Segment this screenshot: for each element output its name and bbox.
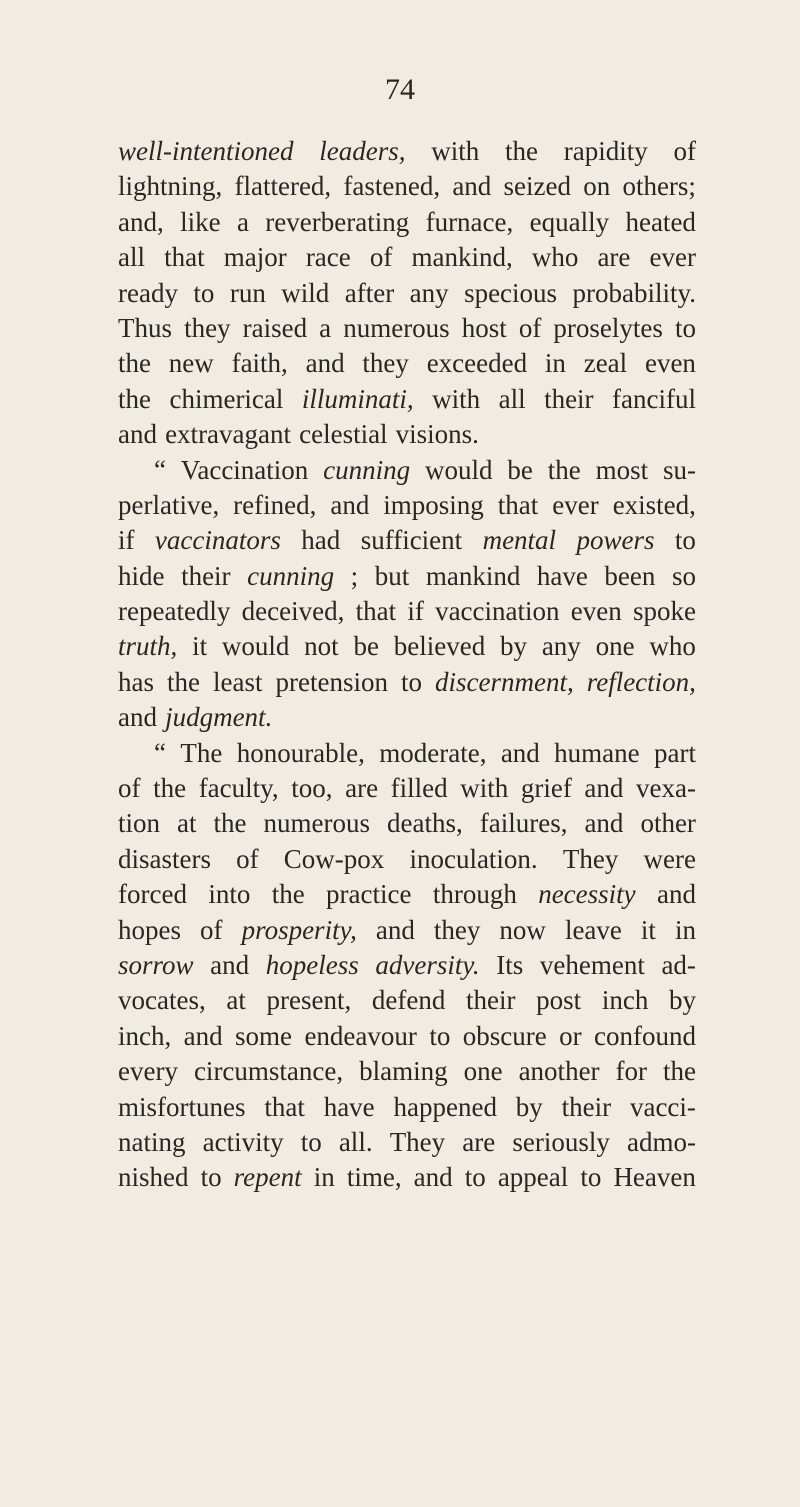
word: to — [674, 312, 696, 343]
word: race — [305, 242, 351, 273]
word: the — [213, 808, 247, 839]
word: furnace, — [425, 206, 514, 237]
word: appeal — [497, 1162, 569, 1193]
word: another — [518, 1056, 600, 1087]
text-line — [118, 877, 696, 912]
word: and — [330, 489, 370, 520]
word: every — [118, 1056, 178, 1087]
word: of — [369, 242, 393, 273]
word: exceeded — [426, 348, 528, 379]
word: to — [429, 1020, 451, 1051]
word: vaccination — [435, 596, 560, 627]
word: who — [649, 631, 696, 662]
word: activity — [202, 1126, 284, 1157]
word: prosperity, — [241, 914, 357, 945]
word: truth, — [118, 631, 178, 662]
word: equally — [529, 206, 610, 237]
word: any — [409, 277, 449, 308]
word: all — [498, 383, 526, 414]
word: the — [504, 136, 538, 166]
word: and — [452, 171, 492, 202]
word: time, — [346, 1162, 402, 1193]
word: are — [345, 773, 379, 804]
word: on — [583, 171, 611, 202]
word: the — [153, 773, 187, 804]
word: has — [118, 666, 154, 697]
word: well-intentioned — [118, 136, 294, 166]
word: be — [353, 631, 379, 662]
word: post — [536, 985, 582, 1016]
word: They — [562, 843, 619, 874]
word: vocates, — [118, 985, 206, 1016]
word: their — [181, 560, 231, 591]
word: the — [663, 1056, 696, 1087]
text-line — [118, 948, 696, 983]
word: with — [460, 773, 509, 804]
word: zeal — [583, 348, 628, 379]
word: for — [615, 1056, 648, 1087]
word: other — [640, 808, 696, 839]
word: they — [433, 914, 481, 945]
text-line — [118, 700, 696, 735]
word: raised — [242, 312, 308, 343]
word: vaccinators — [154, 525, 281, 556]
word: or — [559, 1020, 582, 1051]
word: even — [644, 348, 696, 379]
word: sorrow — [118, 949, 194, 980]
word: a — [319, 312, 332, 343]
word: imposing — [383, 489, 484, 520]
word: nished — [118, 1162, 189, 1193]
word: they — [362, 348, 409, 379]
word: necessity — [538, 879, 636, 910]
word: not — [304, 631, 339, 662]
word: celestial — [299, 419, 388, 450]
word: circumstance, — [193, 1056, 344, 1087]
word: perlative, — [118, 489, 220, 520]
text-line — [118, 913, 696, 948]
word: of — [673, 136, 696, 166]
word: all. — [338, 1126, 373, 1157]
word: a — [236, 206, 249, 237]
word: inch, — [118, 1020, 172, 1051]
text-line — [118, 169, 696, 204]
word: Thus — [118, 312, 172, 343]
word: “ — [154, 737, 166, 768]
word: they — [184, 312, 231, 343]
word: others; — [622, 171, 696, 202]
text-line — [118, 205, 696, 240]
word: host — [461, 312, 507, 343]
text-line — [118, 806, 696, 841]
word: sufficient — [360, 525, 463, 556]
word: were — [643, 843, 696, 874]
word: fanciful — [612, 383, 696, 414]
word: tion — [118, 808, 161, 839]
word: moderate, — [379, 737, 487, 768]
word: nating — [118, 1126, 186, 1157]
word: to — [400, 666, 422, 697]
word: major — [223, 242, 287, 273]
text-line — [118, 1054, 696, 1089]
text-line — [118, 1160, 696, 1195]
word: in — [674, 914, 696, 945]
text-line — [118, 594, 696, 629]
word: it — [640, 914, 656, 945]
word: visions. — [395, 419, 479, 450]
word: least — [213, 666, 263, 697]
word: blaming — [359, 1056, 448, 1087]
text-line — [118, 276, 696, 311]
word: to — [200, 1162, 222, 1193]
body-text — [118, 134, 696, 1196]
text-line — [118, 453, 696, 488]
word: the — [118, 348, 151, 379]
word: cunning — [247, 560, 335, 591]
word: and — [305, 348, 345, 379]
word: of — [236, 843, 259, 874]
word: one — [595, 631, 635, 662]
word: most — [595, 454, 649, 485]
text-line — [118, 771, 696, 806]
word: specious — [464, 277, 558, 308]
word: some — [235, 1020, 293, 1051]
word: “ — [154, 454, 166, 485]
word: are — [462, 1126, 496, 1157]
word: flattered, — [234, 171, 332, 202]
word: spoke — [632, 596, 696, 627]
word: their — [466, 985, 516, 1016]
word: even — [570, 596, 622, 627]
word: with — [431, 136, 480, 166]
word: it — [192, 631, 208, 662]
word: faith, — [231, 348, 288, 379]
word: would — [221, 631, 290, 662]
word: now — [499, 914, 546, 945]
word: fastened, — [343, 171, 441, 202]
page-number: 74 — [385, 73, 415, 106]
word: by — [515, 1091, 543, 1122]
word: have — [323, 1091, 375, 1122]
word: extravagant — [165, 419, 292, 450]
word: obscure — [462, 1020, 547, 1051]
word: vacci- — [629, 1091, 696, 1122]
word: heated — [625, 206, 696, 237]
word: leave — [564, 914, 622, 945]
word: to — [193, 277, 215, 308]
word: had — [301, 525, 341, 556]
word: their — [561, 1091, 612, 1122]
word: if — [407, 596, 424, 627]
word: to — [300, 1126, 322, 1157]
word: been — [604, 560, 656, 591]
text-line — [118, 311, 696, 346]
word: forced — [118, 879, 187, 910]
word: hopes — [118, 914, 181, 945]
word: admo- — [626, 1126, 696, 1157]
word: rapidity — [563, 136, 648, 166]
word: deaths, — [387, 808, 463, 839]
word: pretension — [275, 666, 388, 697]
word: and — [210, 949, 250, 980]
word: through — [432, 879, 517, 910]
text-line — [118, 736, 696, 771]
word: all — [118, 242, 145, 273]
word: seriously — [512, 1126, 610, 1157]
word: the — [118, 383, 151, 414]
word: They — [389, 1126, 446, 1157]
word: Its — [496, 949, 524, 980]
word: reflection, — [586, 666, 696, 697]
text-line — [118, 1019, 696, 1054]
word: misfortunes — [118, 1091, 246, 1122]
word: that — [355, 596, 397, 627]
word: any — [541, 631, 581, 662]
word: and — [118, 419, 157, 450]
word: of — [518, 312, 542, 343]
word: with — [432, 383, 481, 414]
word: ; — [350, 560, 359, 591]
word: Vaccination — [180, 454, 309, 485]
word: ad- — [661, 949, 696, 980]
word: if — [118, 525, 135, 556]
word: powers — [576, 525, 655, 556]
text-line — [118, 488, 696, 523]
word: hide — [118, 560, 165, 591]
word: to — [464, 1162, 486, 1193]
word: refined, — [233, 489, 317, 520]
word: hopeless — [265, 949, 359, 980]
word: discernment, — [434, 666, 574, 697]
word: at — [177, 808, 197, 839]
word: and — [657, 879, 696, 910]
text-line — [118, 1090, 696, 1125]
word: mankind — [425, 560, 521, 591]
word: inoculation. — [409, 843, 538, 874]
word: to — [580, 1162, 602, 1193]
word: repent — [233, 1162, 302, 1193]
word: are — [597, 242, 631, 273]
word: run — [229, 277, 266, 308]
word: ever — [649, 242, 696, 273]
word: reverberating — [265, 206, 410, 237]
word: inch — [601, 985, 649, 1016]
word: so — [671, 560, 696, 591]
word: and — [500, 737, 540, 768]
word: the — [167, 666, 200, 697]
word: vexa- — [636, 773, 696, 804]
word: and — [183, 1020, 223, 1051]
text-line — [118, 1125, 696, 1160]
word: the — [271, 879, 305, 910]
word: new — [168, 348, 214, 379]
text-line — [118, 559, 696, 594]
text-line — [118, 629, 696, 664]
word: one — [463, 1056, 503, 1087]
word: and — [584, 773, 624, 804]
word: part — [654, 737, 696, 768]
word: chimerical — [169, 383, 284, 414]
word: The — [180, 737, 223, 768]
word: cunning — [323, 454, 411, 485]
word: practice — [326, 879, 412, 910]
word: ever — [552, 489, 599, 520]
text-line — [118, 240, 696, 275]
word: would — [425, 454, 493, 485]
word: and, — [118, 206, 164, 237]
text-line — [118, 842, 696, 877]
word: disasters — [118, 843, 211, 874]
text-line — [118, 983, 696, 1018]
word: wild — [281, 277, 330, 308]
word: Cow-pox — [283, 843, 385, 874]
word: endeavour — [304, 1020, 417, 1051]
word: that — [264, 1091, 305, 1122]
word: vehement — [539, 949, 645, 980]
word: mental — [482, 525, 557, 556]
word: grief — [520, 773, 572, 804]
word: illuminati, — [301, 383, 414, 414]
word: of — [118, 773, 141, 804]
word: leaders, — [319, 136, 406, 166]
word: and — [413, 1162, 453, 1193]
word: failures, — [479, 808, 568, 839]
word: like — [180, 206, 221, 237]
word: filled — [390, 773, 448, 804]
word: their — [544, 383, 594, 414]
word: to — [674, 525, 696, 556]
word: of — [200, 914, 223, 945]
word: repeatedly — [118, 596, 231, 627]
word: the — [547, 454, 581, 485]
word: by — [669, 985, 696, 1016]
word: seized — [503, 171, 571, 202]
word: by — [500, 631, 528, 662]
word: deceived, — [241, 596, 345, 627]
word: lightning, — [118, 171, 223, 202]
text-line — [118, 134, 696, 169]
word: who — [531, 242, 579, 273]
word: that — [497, 489, 539, 520]
word: honourable, — [236, 737, 365, 768]
word: Heaven — [613, 1162, 696, 1193]
text-line — [118, 417, 696, 452]
text-line — [118, 523, 696, 558]
word: numerous — [343, 312, 450, 343]
word: present, — [266, 985, 352, 1016]
word: have — [536, 560, 588, 591]
word: but — [374, 560, 410, 591]
word: confound — [594, 1020, 696, 1051]
word: judgment. — [165, 702, 273, 733]
word: that — [164, 242, 205, 273]
word: defend — [371, 985, 446, 1016]
word: into — [208, 879, 251, 910]
word: probability. — [572, 277, 696, 308]
word: be — [507, 454, 533, 485]
text-line — [118, 382, 696, 417]
word: happened — [393, 1091, 497, 1122]
word: believed — [393, 631, 486, 662]
word: mankind, — [411, 242, 513, 273]
word: in — [544, 348, 566, 379]
word: su- — [662, 454, 696, 485]
word: proselytes — [553, 312, 663, 343]
word: and — [584, 808, 624, 839]
word: existed, — [612, 489, 696, 520]
word: numerous — [263, 808, 370, 839]
word: at — [226, 985, 246, 1016]
word: after — [344, 277, 395, 308]
word: in — [313, 1162, 335, 1193]
text-line — [118, 346, 696, 381]
word: ready — [118, 277, 178, 308]
word: humane — [554, 737, 640, 768]
word: too, — [291, 773, 333, 804]
word: faculty, — [198, 773, 279, 804]
word: and — [118, 702, 157, 733]
text-line — [118, 665, 696, 700]
word: adversity. — [375, 949, 480, 980]
word: and — [375, 914, 415, 945]
